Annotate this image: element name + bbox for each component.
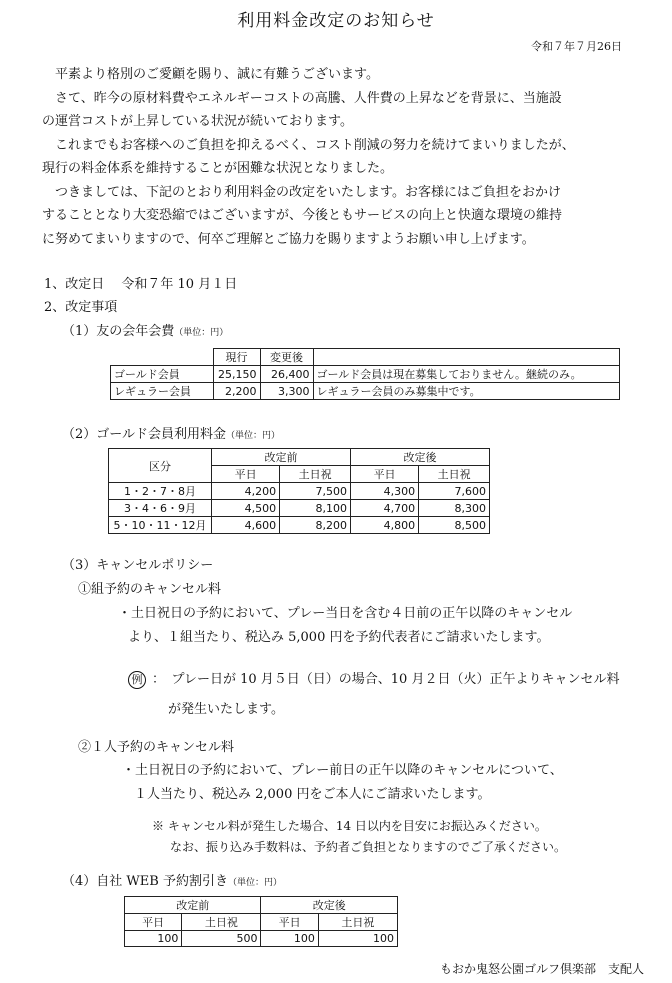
membership-fee-table	[110, 348, 620, 400]
section-membership-fee	[62, 320, 228, 339]
group-cancel-text: ・土日祝日の予約において、プレー当日を含む４日前の正午以降のキャンセル	[118, 606, 573, 621]
col-header: 変更後	[260, 349, 313, 366]
group-cancel-text: より、１組当たり、税込み 5,000 円を予約代表者にご請求いたします。	[128, 630, 550, 645]
fee-current: 25,150	[213, 366, 260, 383]
revision-date: 1、改定日 令和７年 10 月１日	[44, 277, 238, 292]
col-header: 改定後	[350, 449, 489, 466]
row-label: 5・10・11・12月	[109, 517, 212, 534]
signature: もおか鬼怒公園ゴルフ倶楽部 支配人	[439, 962, 644, 976]
example-text: が発生いたします。	[168, 702, 284, 717]
example-text: ： プレー日が 10 月５日（日）の場合、10 月２日（火）正午よりキャンセル料	[152, 672, 620, 687]
intro-line: することとなり大変恐縮ではございますが、今後ともサービスの向上と快適な環境の維持	[42, 208, 563, 223]
fee-cell: 8,500	[419, 517, 490, 534]
unit-label: （単位：円）	[174, 328, 229, 338]
group-cancel-heading: ①組予約のキャンセル料	[78, 582, 222, 597]
col-header: 土日祝	[280, 466, 351, 483]
section-heading: （1）友の会年会費	[62, 324, 175, 339]
fee-cell: 4,600	[212, 517, 280, 534]
notice-date: 令和７年７月26日	[531, 40, 622, 53]
row-label: レギュラー会員	[111, 383, 214, 400]
discount-cell: 100	[261, 931, 318, 947]
col-header: 土日祝	[182, 914, 261, 931]
col-header: 土日祝	[419, 466, 490, 483]
discount-cell: 100	[318, 931, 397, 947]
fee-cell: 8,100	[280, 500, 351, 517]
fee-cell: 7,500	[280, 483, 351, 500]
single-cancel-text: ・土日祝日の予約において、プレー前日の正午以降のキャンセルについて、	[122, 763, 563, 778]
intro-line: に努めてまいりますので、何卒ご理解とご協力を賜りますようお願い申し上げます。	[42, 231, 535, 247]
fee-note: レギュラー会員のみ募集中です。	[313, 383, 620, 400]
row-label: 1・2・7・8月	[109, 483, 212, 500]
fee-note: ゴールド会員は現在募集しておりません。継続のみ。	[313, 366, 620, 383]
example-mark: 例	[128, 671, 146, 689]
section-web-discount	[62, 870, 282, 889]
col-header: 平日	[212, 466, 280, 483]
unit-label: （単位：円）	[227, 878, 282, 888]
empty-cell	[111, 349, 214, 366]
fee-cell: 4,300	[350, 483, 418, 500]
fee-cell: 4,800	[350, 517, 418, 534]
section-heading: （2）ゴールド会員利用料金	[62, 427, 227, 442]
revision-items-heading: 2、改定事項	[44, 300, 118, 315]
fee-new: 3,300	[260, 383, 313, 400]
payment-note: ※ キャンセル料が発生した場合、14 日以内を目安にお振込みください。	[152, 819, 547, 833]
payment-note: なお、振り込み手数料は、予約者ご負担となりますのでご了承ください。	[170, 840, 567, 854]
gold-fee-table	[108, 448, 490, 534]
intro-line: これまでもお客様へのご負担を抑えるべく、コスト削減の努力を続けてまいりましたが、	[55, 137, 575, 153]
unit-label: （単位：円）	[226, 431, 281, 441]
section-gold-fee	[62, 423, 280, 442]
fee-cell: 8,300	[419, 500, 490, 517]
col-header: 平日	[125, 914, 182, 931]
col-header: 区分	[109, 449, 212, 483]
single-cancel-text: １人当たり、税込み 2,000 円をご本人にご請求いたします。	[134, 787, 491, 802]
single-cancel-heading: ②１人予約のキャンセル料	[78, 740, 235, 755]
fee-cell: 8,200	[280, 517, 351, 534]
col-header: 土日祝	[318, 914, 397, 931]
web-discount-table	[124, 896, 398, 947]
col-header: 平日	[261, 914, 318, 931]
intro-line: さて、昨今の原材料費やエネルギーコストの高騰、人件費の上昇などを背景に、当施設	[55, 90, 562, 106]
fee-current: 2,200	[213, 383, 260, 400]
section-cancel-policy: （3）キャンセルポリシー	[62, 558, 214, 573]
col-header: 改定後	[261, 897, 398, 914]
col-header: 改定前	[212, 449, 351, 466]
section-heading: （4）自社 WEB 予約割引き	[62, 874, 228, 889]
row-label: ゴールド会員	[111, 366, 214, 383]
fee-cell: 4,700	[350, 500, 418, 517]
intro-text	[42, 63, 642, 251]
discount-cell: 100	[125, 931, 182, 947]
page-title: 利用料金改定のお知らせ	[237, 11, 435, 31]
col-header: 現行	[213, 349, 260, 366]
fee-cell: 4,500	[212, 500, 280, 517]
intro-line: の運営コストが上昇している状況が続いております。	[42, 114, 353, 129]
fee-new: 26,400	[260, 366, 313, 383]
empty-cell	[313, 349, 620, 366]
fee-cell: 4,200	[212, 483, 280, 500]
fee-cell: 7,600	[419, 483, 490, 500]
discount-cell: 500	[182, 931, 261, 947]
col-header: 平日	[350, 466, 418, 483]
intro-line: 平素より格別のご愛顧を賜り、誠に有難うございます。	[55, 67, 379, 82]
row-label: 3・4・6・9月	[109, 500, 212, 517]
intro-line: つきましては、下記のとおり利用料金の改定をいたします。お客様にはご負担をおかけ	[55, 184, 561, 200]
intro-line: 現行の料金体系を維持することが困難な状況となりました。	[42, 161, 394, 176]
example-line	[128, 668, 619, 689]
col-header: 改定前	[125, 897, 261, 914]
